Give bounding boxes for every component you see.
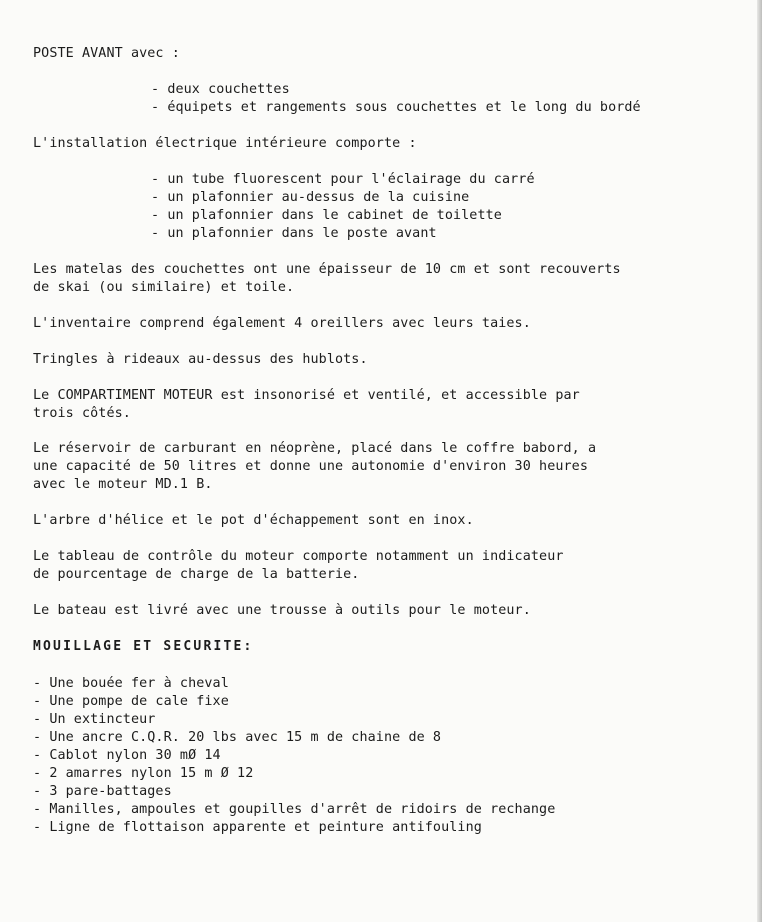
paragraph-line: L'arbre d'hélice et le pot d'échappement sont en inox. bbox=[33, 513, 474, 528]
section-heading: MOUILLAGE ET SECURITE: bbox=[33, 639, 254, 654]
list-item: - équipets et rangements sous couchettes et le long du bordé bbox=[151, 100, 641, 115]
list-item: - 2 amarres nylon 15 m Ø 12 bbox=[33, 766, 254, 781]
paragraph-line: de pourcentage de charge de la batterie. bbox=[33, 567, 360, 582]
poste-avant-title: POSTE AVANT avec : bbox=[33, 46, 180, 61]
paragraph-line: trois côtés. bbox=[33, 406, 131, 421]
list-item: - un plafonnier dans le poste avant bbox=[151, 226, 437, 241]
paragraph-line: Tringles à rideaux au-dessus des hublots. bbox=[33, 352, 368, 367]
list-item: - deux couchettes bbox=[151, 82, 290, 97]
list-item: - Cablot nylon 30 mØ 14 bbox=[33, 748, 221, 763]
list-item: - 3 pare-battages bbox=[33, 784, 172, 799]
paragraph-line: de skai (ou similaire) et toile. bbox=[33, 280, 295, 295]
list-item: - Manilles, ampoules et goupilles d'arrêt de ridoirs de rechange bbox=[33, 802, 556, 817]
list-item: - Une ancre C.Q.R. 20 lbs avec 15 m de chaine de 8 bbox=[33, 730, 442, 745]
paragraph-line: L'inventaire comprend également 4 oreillers avec leurs taies. bbox=[33, 316, 531, 331]
paragraph-line: une capacité de 50 litres et donne une autonomie d'environ 30 heures bbox=[33, 459, 589, 474]
paragraph-line: avec le moteur MD.1 B. bbox=[33, 477, 213, 492]
list-item: - un tube fluorescent pour l'éclairage du carré bbox=[151, 172, 535, 187]
paragraph-line: Le réservoir de carburant en néoprène, placé dans le coffre babord, a bbox=[33, 441, 597, 456]
list-item: - un plafonnier au-dessus de la cuisine bbox=[151, 190, 470, 205]
list-item: - Ligne de flottaison apparente et peinture antifouling bbox=[33, 820, 482, 835]
list-item: - Un extincteur bbox=[33, 712, 156, 727]
paragraph-line: Les matelas des couchettes ont une épaisseur de 10 cm et sont recouverts bbox=[33, 262, 621, 277]
list-item: - un plafonnier dans le cabinet de toilette bbox=[151, 208, 502, 223]
electrical-intro: L'installation électrique intérieure comporte : bbox=[33, 136, 417, 151]
list-item: - Une pompe de cale fixe bbox=[33, 694, 229, 709]
page-edge-shadow bbox=[757, 0, 762, 922]
paragraph-line: Le bateau est livré avec une trousse à outils pour le moteur. bbox=[33, 603, 531, 618]
paragraph-line: Le tableau de contrôle du moteur comporte notamment un indicateur bbox=[33, 549, 564, 564]
paragraph-line: Le COMPARTIMENT MOTEUR est insonorisé et ventilé, et accessible par bbox=[33, 388, 580, 403]
list-item: - Une bouée fer à cheval bbox=[33, 676, 229, 691]
